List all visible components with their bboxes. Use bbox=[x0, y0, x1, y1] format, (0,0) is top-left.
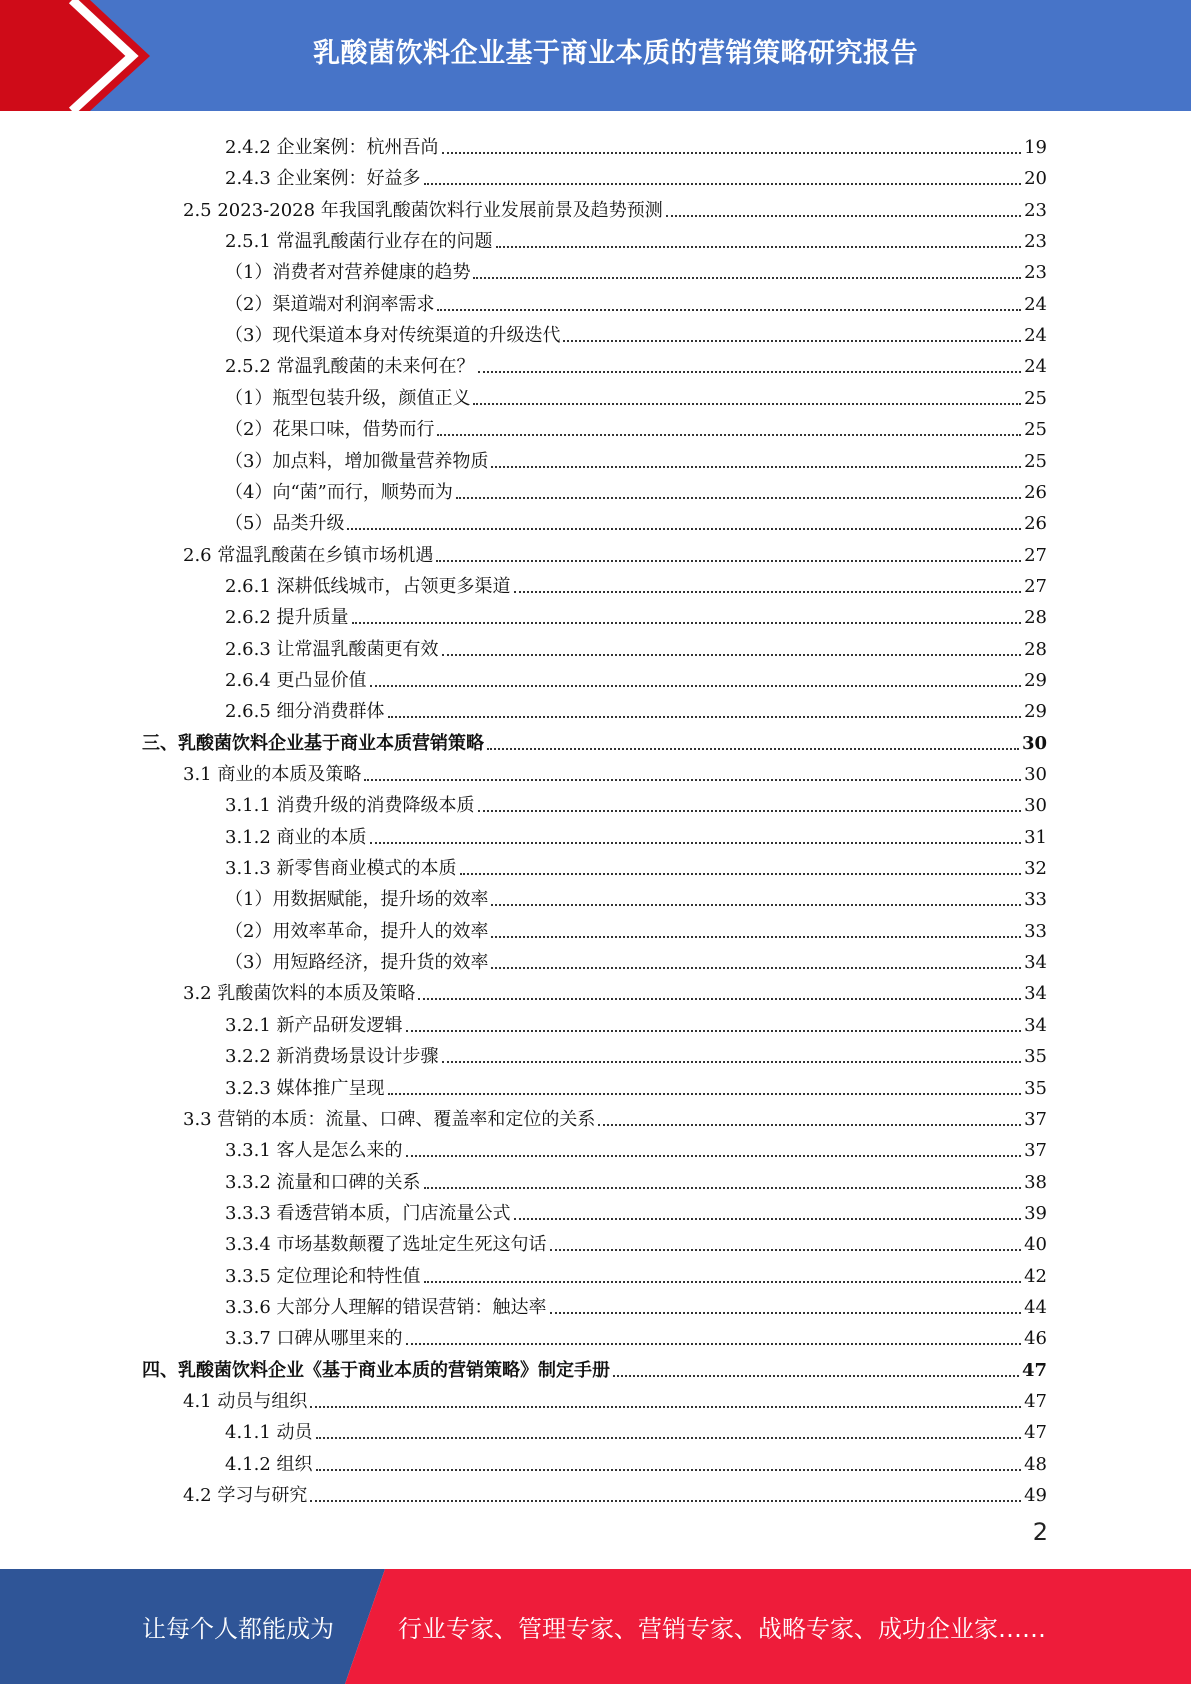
toc-entry[interactable] bbox=[225, 128, 1047, 159]
toc-entry-title: 2.6.4 更凸显价值 bbox=[225, 669, 367, 691]
toc-entry[interactable] bbox=[225, 692, 1047, 723]
toc-entry-title: 3.3.7 口碑从哪里来的 bbox=[225, 1328, 403, 1350]
toc-entry[interactable] bbox=[225, 786, 1047, 817]
toc-dot-leader bbox=[370, 685, 1022, 687]
toc-entry-page: 42 bbox=[1024, 1265, 1047, 1287]
toc-entry-page: 37 bbox=[1024, 1140, 1047, 1162]
toc-dot-leader bbox=[310, 1500, 1021, 1502]
toc-entry[interactable] bbox=[225, 943, 1047, 974]
toc-entry-title: 2.4.3 企业案例：好益多 bbox=[225, 168, 421, 190]
toc-dot-leader bbox=[316, 1437, 1022, 1439]
toc-entry-title: 2.4.2 企业案例：杭州吾尚 bbox=[225, 137, 439, 158]
toc-entry[interactable] bbox=[225, 1131, 1047, 1162]
toc-dot-leader bbox=[442, 152, 1022, 154]
toc-dot-leader bbox=[388, 1093, 1022, 1095]
toc-entry[interactable] bbox=[225, 598, 1047, 629]
toc-entry[interactable] bbox=[142, 1351, 1047, 1382]
toc-entry-page: 34 bbox=[1024, 1014, 1047, 1036]
toc-entry-title: 2.6.5 细分消费群体 bbox=[225, 701, 385, 723]
toc-entry-title: 4.1 动员与组织 bbox=[183, 1391, 308, 1412]
toc-entry-page: 31 bbox=[1024, 826, 1047, 848]
toc-dot-leader bbox=[491, 967, 1021, 969]
toc-entry[interactable] bbox=[225, 849, 1047, 880]
toc-dot-leader bbox=[613, 1375, 1019, 1377]
toc-entry-page: 39 bbox=[1024, 1202, 1047, 1224]
toc-dot-leader bbox=[491, 936, 1021, 938]
toc-entry[interactable] bbox=[225, 1445, 1047, 1476]
toc-entry-page: 26 bbox=[1024, 481, 1047, 503]
toc-entry[interactable] bbox=[225, 818, 1047, 849]
toc-entry-page: 25 bbox=[1024, 419, 1047, 441]
toc-dot-leader bbox=[487, 748, 1019, 750]
toc-entry[interactable] bbox=[225, 253, 1047, 284]
toc-entry-page: 24 bbox=[1024, 325, 1047, 347]
toc-entry-title: 2.5.1 常温乳酸菌行业存在的问题 bbox=[225, 231, 493, 253]
footer-slogan-left: 让每个人都能成为 bbox=[142, 1615, 334, 1643]
toc-dot-leader bbox=[424, 183, 1022, 185]
toc-entry[interactable] bbox=[183, 1382, 1047, 1413]
toc-entry-title: 2.6 常温乳酸菌在乡镇市场机遇 bbox=[183, 544, 434, 566]
toc-dot-leader bbox=[491, 466, 1021, 468]
toc-entry[interactable] bbox=[225, 159, 1047, 190]
toc-entry-page: 47 bbox=[1024, 1422, 1047, 1444]
toc-entry-page: 33 bbox=[1024, 920, 1047, 942]
page-number: 2 bbox=[1032, 1518, 1048, 1546]
toc-entry[interactable] bbox=[225, 473, 1047, 504]
toc-dot-leader bbox=[406, 1343, 1022, 1345]
toc-entry[interactable] bbox=[225, 1225, 1047, 1256]
toc-entry-page: 28 bbox=[1024, 638, 1047, 660]
toc-entry-page: 30 bbox=[1024, 764, 1047, 785]
toc-entry-title: （5）品类升级 bbox=[225, 513, 345, 535]
toc-dot-leader bbox=[460, 873, 1022, 875]
toc-entry-page: 25 bbox=[1024, 387, 1047, 409]
toc-entry-title: 2.5.2 常温乳酸菌的未来何在？ bbox=[225, 356, 475, 378]
toc-dot-leader bbox=[406, 1155, 1022, 1157]
toc-entry[interactable] bbox=[225, 1413, 1047, 1444]
toc-entry-title: 2.5 2023-2028 年我国乳酸菌饮料行业发展前景及趋势预测 bbox=[183, 199, 663, 221]
toc-entry-title: 3.3 营销的本质：流量、口碑、覆盖率和定位的关系 bbox=[183, 1108, 596, 1130]
toc-entry-page: 29 bbox=[1024, 669, 1047, 691]
toc-entry-title: （2）花果口味，借势而行 bbox=[225, 419, 435, 441]
report-title: 乳酸菌饮料企业基于商业本质的营销策略研究报告 bbox=[313, 37, 918, 69]
toc-entry-page: 35 bbox=[1024, 1077, 1047, 1099]
toc-entry-title: 2.6.3 让常温乳酸菌更有效 bbox=[225, 638, 439, 660]
toc-entry[interactable] bbox=[225, 630, 1047, 661]
toc-entry[interactable] bbox=[183, 191, 1047, 222]
toc-dot-leader bbox=[456, 497, 1021, 499]
toc-entry[interactable] bbox=[183, 974, 1047, 1005]
toc-entry-page: 29 bbox=[1024, 701, 1047, 723]
toc-entry-title: （2）渠道端对利润率需求 bbox=[225, 293, 435, 315]
toc-entry-title: 3.2.2 新消费场景设计步骤 bbox=[225, 1046, 439, 1068]
toc-entry-page: 37 bbox=[1024, 1108, 1047, 1130]
toc-entry[interactable] bbox=[225, 285, 1047, 316]
toc-dot-leader bbox=[563, 340, 1021, 342]
toc-entry-page: 47 bbox=[1021, 1359, 1047, 1381]
toc-entry-page: 44 bbox=[1024, 1296, 1047, 1318]
toc-dot-leader bbox=[364, 779, 1021, 781]
toc-dot-leader bbox=[496, 246, 1022, 248]
toc-entry[interactable] bbox=[225, 222, 1047, 253]
toc-entry-title: （3）现代渠道本身对传统渠道的升级迭代 bbox=[225, 325, 561, 347]
toc-dot-leader bbox=[436, 560, 1021, 562]
footer-slogan-right: 行业专家、管理专家、营销专家、战略专家、成功企业家…… bbox=[398, 1615, 1046, 1643]
toc-dot-leader bbox=[424, 1187, 1022, 1189]
toc-entry-page: 32 bbox=[1024, 858, 1047, 880]
toc-entry-page: 27 bbox=[1024, 575, 1047, 597]
toc-entry[interactable] bbox=[225, 410, 1047, 441]
toc-entry-title: （4）向“菌”而行，顺势而为 bbox=[225, 481, 453, 503]
page-footer bbox=[0, 1569, 1191, 1684]
toc-dot-leader bbox=[666, 215, 1021, 217]
toc-entry[interactable] bbox=[225, 912, 1047, 943]
toc-entry-page: 49 bbox=[1024, 1485, 1047, 1507]
toc-entry-page: 34 bbox=[1024, 952, 1047, 974]
toc-entry-title: 3.1 商业的本质及策略 bbox=[183, 764, 362, 785]
toc-dot-leader bbox=[316, 1469, 1022, 1471]
toc-entry-page: 30 bbox=[1024, 795, 1047, 817]
toc-entry-title: 3.2.3 媒体推广呈现 bbox=[225, 1077, 385, 1099]
toc-entry[interactable] bbox=[225, 1257, 1047, 1288]
toc-entry-page: 46 bbox=[1024, 1328, 1047, 1350]
toc-dot-leader bbox=[598, 1124, 1021, 1126]
toc-entry[interactable] bbox=[225, 567, 1047, 598]
page-header bbox=[0, 0, 1191, 111]
toc-dot-leader bbox=[352, 622, 1022, 624]
toc-dot-leader bbox=[310, 1406, 1021, 1408]
toc-dot-leader bbox=[473, 403, 1021, 405]
toc-entry-page: 24 bbox=[1024, 356, 1047, 378]
toc-entry-title: （1）消费者对营养健康的趋势 bbox=[225, 262, 471, 284]
toc-dot-leader bbox=[418, 998, 1021, 1000]
toc-entry-title: 3.3.1 客人是怎么来的 bbox=[225, 1140, 403, 1162]
toc-entry-title: 3.3.2 流量和口碑的关系 bbox=[225, 1171, 421, 1193]
toc-entry[interactable] bbox=[225, 1037, 1047, 1068]
toc-entry-page: 24 bbox=[1024, 293, 1047, 315]
toc-entry[interactable] bbox=[183, 536, 1047, 567]
toc-dot-leader bbox=[514, 591, 1022, 593]
toc-entry-page: 35 bbox=[1024, 1046, 1047, 1068]
toc-entry[interactable] bbox=[225, 1069, 1047, 1100]
toc-entry[interactable] bbox=[225, 504, 1047, 535]
toc-dot-leader bbox=[473, 277, 1021, 279]
toc-dot-leader bbox=[406, 1030, 1022, 1032]
toc-entry[interactable] bbox=[183, 1100, 1047, 1131]
toc-entry[interactable] bbox=[225, 379, 1047, 410]
red-chevron-icon bbox=[0, 0, 150, 111]
toc-entry-page: 38 bbox=[1024, 1171, 1047, 1193]
toc-dot-leader bbox=[550, 1249, 1022, 1251]
toc-dot-leader bbox=[478, 810, 1022, 812]
toc-entry[interactable] bbox=[225, 442, 1047, 473]
toc-dot-leader bbox=[347, 528, 1021, 530]
toc-entry-title: 3.1.1 消费升级的消费降级本质 bbox=[225, 795, 475, 817]
toc-entry-page: 48 bbox=[1024, 1453, 1047, 1475]
toc-entry-title: 3.3.4 市场基数颠覆了选址定生死这句话 bbox=[225, 1234, 547, 1256]
toc-entry-title: 3.1.3 新零售商业模式的本质 bbox=[225, 858, 457, 880]
toc-entry-title: （1）用数据赋能，提升场的效率 bbox=[225, 889, 489, 911]
toc-dot-leader bbox=[478, 371, 1022, 373]
toc-entry-page: 28 bbox=[1024, 607, 1047, 629]
toc-dot-leader bbox=[424, 1281, 1022, 1283]
toc-entry-title: （3）用短路经济，提升货的效率 bbox=[225, 952, 489, 974]
toc-entry-title: 3.2.1 新产品研发逻辑 bbox=[225, 1014, 403, 1036]
toc-entry-page: 33 bbox=[1024, 889, 1047, 911]
toc-entry-title: 3.2 乳酸菌饮料的本质及策略 bbox=[183, 983, 416, 1005]
toc-entry[interactable] bbox=[142, 724, 1047, 755]
toc-dot-leader bbox=[491, 904, 1021, 906]
toc-entry[interactable] bbox=[225, 316, 1047, 347]
toc-entry-title: 四、乳酸菌饮料企业《基于商业本质的营销策略》制定手册 bbox=[142, 1359, 610, 1381]
toc-entry-page: 23 bbox=[1024, 231, 1047, 253]
toc-entry[interactable] bbox=[225, 661, 1047, 692]
toc-entry-title: 3.1.2 商业的本质 bbox=[225, 826, 367, 848]
toc-entry-title: （1）瓶型包装升级，颜值正义 bbox=[225, 387, 471, 409]
toc-entry[interactable] bbox=[225, 347, 1047, 378]
toc-entry[interactable] bbox=[183, 1476, 1047, 1507]
toc-dot-leader bbox=[437, 309, 1021, 311]
toc-entry-page: 19 bbox=[1024, 137, 1047, 158]
toc-entry-page: 25 bbox=[1024, 450, 1047, 472]
toc-entry-title: 3.3.5 定位理论和特性值 bbox=[225, 1265, 421, 1287]
toc-entry-title: （3）加点料，增加微量营养物质 bbox=[225, 450, 489, 472]
toc-dot-leader bbox=[437, 434, 1021, 436]
toc-entry[interactable] bbox=[183, 755, 1047, 786]
toc-dot-leader bbox=[550, 1312, 1022, 1314]
toc-entry[interactable] bbox=[225, 1288, 1047, 1319]
toc-entry-page: 23 bbox=[1024, 199, 1047, 221]
toc-entry-page: 20 bbox=[1024, 168, 1047, 190]
toc-entry-page: 40 bbox=[1024, 1234, 1047, 1256]
toc-entry-page: 34 bbox=[1024, 983, 1047, 1005]
toc-entry-title: 3.3.6 大部分人理解的错误营销：触达率 bbox=[225, 1296, 547, 1318]
toc-entry-title: 2.6.1 深耕低线城市，占领更多渠道 bbox=[225, 575, 511, 597]
toc-entry-title: 2.6.2 提升质量 bbox=[225, 607, 349, 629]
toc-dot-leader bbox=[514, 1218, 1022, 1220]
toc-entry-title: 4.2 学习与研究 bbox=[183, 1485, 308, 1507]
toc-dot-leader bbox=[442, 654, 1022, 656]
toc-entry-page: 47 bbox=[1024, 1391, 1047, 1412]
toc-entry[interactable] bbox=[225, 1006, 1047, 1037]
toc-entry[interactable] bbox=[225, 880, 1047, 911]
toc-entry-page: 27 bbox=[1024, 544, 1047, 566]
toc-entry-title: 4.1.1 动员 bbox=[225, 1422, 313, 1444]
toc-entry-title: （2）用效率革命，提升人的效率 bbox=[225, 920, 489, 942]
toc-entry-title: 三、乳酸菌饮料企业基于商业本质营销策略 bbox=[142, 732, 484, 754]
toc-dot-leader bbox=[370, 842, 1022, 844]
toc-entry[interactable] bbox=[225, 1319, 1047, 1350]
toc-entry-title: 3.3.3 看透营销本质，门店流量公式 bbox=[225, 1202, 511, 1224]
toc-entry-page: 26 bbox=[1024, 513, 1047, 535]
toc-entry[interactable] bbox=[225, 1163, 1047, 1194]
toc-entry-page: 23 bbox=[1024, 262, 1047, 284]
toc-dot-leader bbox=[442, 1061, 1022, 1063]
toc-dot-leader bbox=[388, 716, 1022, 718]
toc-entry[interactable] bbox=[225, 1194, 1047, 1225]
toc-entry-page: 30 bbox=[1021, 732, 1047, 754]
toc-entry-title: 4.1.2 组织 bbox=[225, 1453, 313, 1475]
